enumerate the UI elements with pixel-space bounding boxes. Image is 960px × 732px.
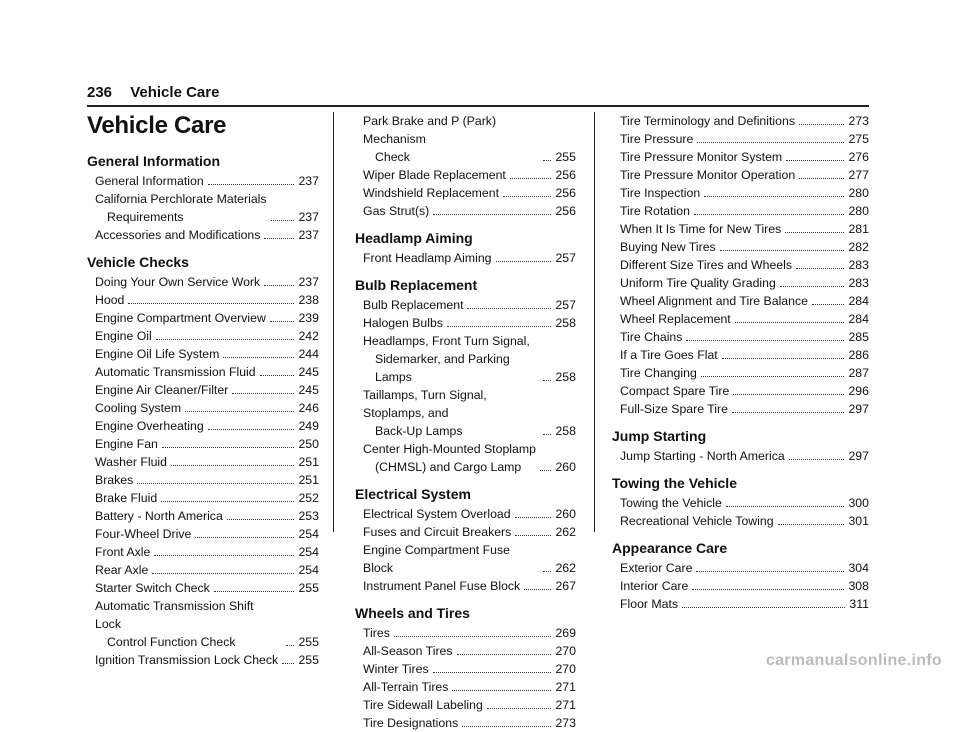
toc-entry-page: 255 [555, 150, 576, 164]
toc-entry-page: 297 [848, 402, 869, 416]
toc-entry-title: Battery - North America [95, 509, 223, 523]
toc-entry-page: 257 [555, 251, 576, 265]
toc-entry-title: Taillamps, Turn Signal, Stoplamps, and Back-Up Lamps [363, 388, 487, 438]
toc-entry[interactable] [355, 714, 576, 732]
toc-entry-page: 280 [848, 204, 869, 218]
dot-leader [778, 524, 845, 525]
toc-entry[interactable] [355, 166, 576, 184]
section-heading: Wheels and Tires [355, 605, 470, 621]
toc-entry[interactable] [87, 172, 319, 190]
toc-entry[interactable] [612, 202, 869, 220]
toc-entry[interactable] [355, 523, 576, 541]
toc-entry[interactable] [87, 453, 319, 471]
toc-entry-title: Tire Pressure [620, 132, 694, 146]
toc-entry-title: Engine Air Cleaner/Filter [95, 383, 229, 397]
toc-entry-title: All-Season Tires [363, 644, 453, 658]
dot-leader [686, 340, 844, 341]
toc-entry-title: Wheel Replacement [620, 312, 731, 326]
toc-entry-title: Electrical System Overload [363, 507, 511, 521]
toc-entry-page: 258 [555, 370, 576, 384]
toc-entry[interactable] [612, 447, 869, 465]
toc-entry-page: 262 [555, 561, 576, 575]
toc-entry-title: Brake Fluid [95, 491, 158, 505]
dot-leader [433, 672, 552, 673]
toc-entry-title: Tire Pressure Monitor Operation [620, 168, 796, 182]
toc-entry-title: Compact Spare Tire [620, 384, 730, 398]
toc-entry-page: 270 [555, 662, 576, 676]
toc-entry[interactable] [355, 296, 576, 314]
dot-leader [515, 535, 551, 536]
toc-entry-page: 258 [555, 316, 576, 330]
dot-leader [232, 393, 294, 394]
toc-entry-title: Engine Overheating [95, 419, 204, 433]
dot-leader [447, 326, 551, 327]
toc-entry[interactable] [87, 190, 319, 226]
toc-entry-page: 285 [848, 330, 869, 344]
toc-entry-page: 238 [298, 293, 319, 307]
toc-entry-page: 280 [848, 186, 869, 200]
toc-entry-page: 270 [555, 644, 576, 658]
toc-entry-page: 304 [848, 561, 869, 575]
toc-entry[interactable] [87, 363, 319, 381]
toc-entry-page: 256 [555, 186, 576, 200]
toc-entry-title: When It Is Time for New Tires [620, 222, 782, 236]
toc-entry-title: Accessories and Modifications [95, 228, 261, 242]
toc-entry[interactable] [612, 256, 869, 274]
toc-entry-title: Front Headlamp Aiming [363, 251, 492, 265]
header-rule [87, 105, 869, 107]
section-heading: Towing the Vehicle [612, 475, 737, 491]
toc-entry-title: Starter Switch Check [95, 581, 210, 595]
toc-entry-title: Buying New Tires [620, 240, 716, 254]
toc-entry-title: All-Terrain Tires [363, 680, 449, 694]
dot-leader [682, 607, 845, 608]
section-heading: General Information [87, 153, 221, 169]
dot-leader [208, 184, 295, 185]
toc-entry[interactable] [355, 386, 576, 440]
toc-entry-page: 245 [298, 365, 319, 379]
toc-entry-title: Tire Chains [620, 330, 683, 344]
toc-entry-title: Gas Strut(s) [363, 204, 430, 218]
toc-column-1 [87, 152, 319, 669]
dot-leader [799, 124, 844, 125]
watermark: carmanualsonline.info [765, 652, 942, 669]
toc-entry[interactable] [612, 292, 869, 310]
toc-entry[interactable] [355, 541, 576, 577]
toc-entry-title: Engine Oil Life System [95, 347, 220, 361]
toc-entry-page: 245 [298, 383, 319, 397]
toc-entry[interactable] [612, 382, 869, 400]
toc-entry[interactable] [612, 112, 869, 130]
toc-entry-title: Tire Rotation [620, 204, 690, 218]
toc-entry[interactable] [87, 561, 319, 579]
toc-entry-title: Doing Your Own Service Work [95, 275, 261, 289]
dot-leader [701, 376, 845, 377]
toc-entry[interactable] [87, 273, 319, 291]
toc-entry-page: 284 [848, 312, 869, 326]
toc-entry[interactable] [87, 345, 319, 363]
toc-entry[interactable] [87, 579, 319, 597]
toc-entry-page: 283 [848, 258, 869, 272]
toc-entry[interactable] [355, 696, 576, 714]
toc-entry[interactable] [612, 346, 869, 364]
section-heading: Vehicle Checks [87, 254, 189, 270]
toc-entry-page: 244 [298, 347, 319, 361]
toc-entry[interactable] [612, 220, 869, 238]
dot-leader [799, 178, 844, 179]
toc-entry-page: 273 [555, 716, 576, 730]
toc-entry-title: Engine Oil [95, 329, 152, 343]
dot-leader [510, 178, 552, 179]
toc-entry-title: Halogen Bulbs [363, 316, 443, 330]
dot-leader [487, 708, 552, 709]
toc-entry-title: Tire Terminology and Definitions [620, 114, 795, 128]
dot-leader [515, 517, 552, 518]
toc-entry-title: California Perchlorate Materials Requirements [95, 192, 267, 224]
toc-entry-page: 286 [848, 348, 869, 362]
toc-entry[interactable] [87, 226, 319, 244]
toc-entry-title: Tire Changing [620, 366, 697, 380]
toc-entry-page: 250 [298, 437, 319, 451]
toc-entry-title: Hood [95, 293, 125, 307]
dot-leader [171, 465, 294, 466]
toc-entry[interactable] [355, 440, 576, 476]
toc-entry-title: Automatic Transmission Fluid [95, 365, 256, 379]
toc-entry-page: 255 [298, 653, 319, 667]
dot-leader [154, 555, 294, 556]
toc-entry[interactable] [612, 310, 869, 328]
page-number: 236 [87, 84, 113, 101]
toc-entry-page: 281 [848, 222, 869, 236]
toc-entry-page: 237 [298, 275, 319, 289]
toc-entry[interactable] [612, 274, 869, 292]
toc-entry-title: Fuses and Circuit Breakers [363, 525, 512, 539]
toc-entry-page: 237 [298, 210, 319, 224]
toc-entry-title: Floor Mats [620, 597, 679, 611]
toc-entry-page: 269 [555, 626, 576, 640]
toc-entry[interactable] [355, 624, 576, 642]
toc-entry[interactable] [355, 505, 576, 523]
toc-entry-page: 254 [298, 527, 319, 541]
dot-leader [812, 304, 844, 305]
toc-entry-title: Tires [363, 626, 390, 640]
section-heading: Bulb Replacement [355, 277, 478, 293]
section-heading: Headlamp Aiming [355, 230, 473, 246]
toc-entry-page: 255 [298, 581, 319, 595]
toc-entry-title: Center High-Mounted Stoplamp (CHMSL) and Cargo Lamp [363, 442, 536, 474]
column-divider [594, 112, 595, 532]
toc-entry-page: 237 [298, 228, 319, 242]
dot-leader [692, 589, 844, 590]
toc-entry[interactable] [87, 543, 319, 561]
dot-leader [214, 591, 295, 592]
toc-entry[interactable] [612, 559, 869, 577]
dot-leader [271, 220, 295, 221]
toc-entry-title: Brakes [95, 473, 134, 487]
toc-entry-title: Park Brake and P (Park) Mechanism Check [363, 114, 497, 164]
toc-entry[interactable] [612, 238, 869, 256]
dot-leader [543, 380, 551, 381]
toc-entry-page: 283 [848, 276, 869, 290]
toc-entry-title: Cooling System [95, 401, 182, 415]
toc-entry-page: 300 [848, 496, 869, 510]
toc-entry[interactable] [612, 148, 869, 166]
toc-entry[interactable] [355, 332, 576, 386]
toc-entry-page: 262 [555, 525, 576, 539]
toc-entry-page: 284 [848, 294, 869, 308]
toc-entry[interactable] [355, 314, 576, 332]
dot-leader [286, 645, 294, 646]
toc-entry-title: Towing the Vehicle [620, 496, 722, 510]
toc-entry-page: 297 [848, 449, 869, 463]
toc-entry[interactable] [355, 249, 576, 267]
toc-entry-page: 256 [555, 204, 576, 218]
toc-entry[interactable] [87, 327, 319, 345]
toc-entry-title: Wiper Blade Replacement [363, 168, 506, 182]
dot-leader [786, 160, 844, 161]
toc-entry-title: Exterior Care [620, 561, 693, 575]
toc-entry-page: 246 [298, 401, 319, 415]
dot-leader [162, 447, 295, 448]
toc-column-2 [355, 112, 576, 732]
toc-entry-page: 267 [555, 579, 576, 593]
toc-entry-title: Bulb Replacement [363, 298, 464, 312]
dot-leader [260, 375, 295, 376]
dot-leader [270, 321, 295, 322]
dot-leader [156, 339, 295, 340]
dot-leader [433, 214, 551, 215]
toc-entry-page: 251 [298, 473, 319, 487]
page-header [87, 84, 219, 101]
toc-entry-page: 275 [848, 132, 869, 146]
dot-leader [152, 573, 294, 574]
toc-entry[interactable] [87, 381, 319, 399]
dot-leader [694, 214, 845, 215]
toc-entry[interactable] [87, 471, 319, 489]
dot-leader [452, 690, 551, 691]
toc-entry-title: If a Tire Goes Flat [620, 348, 718, 362]
toc-entry-page: 255 [298, 635, 319, 649]
dot-leader [785, 232, 844, 233]
toc-entry-page: 260 [555, 460, 576, 474]
dot-leader [195, 537, 294, 538]
dot-leader [704, 196, 844, 197]
toc-entry-page: 252 [298, 491, 319, 505]
dot-leader [697, 142, 844, 143]
toc-entry-title: Headlamps, Front Turn Signal, Sidemarker, and Parking Lamps [363, 334, 530, 384]
dot-leader [161, 501, 294, 502]
dot-leader [264, 238, 294, 239]
dot-leader [264, 285, 294, 286]
toc-entry-page: 273 [848, 114, 869, 128]
dot-leader [503, 196, 551, 197]
toc-entry-page: 239 [298, 311, 319, 325]
toc-entry[interactable] [87, 309, 319, 327]
toc-entry-page: 271 [555, 698, 576, 712]
toc-entry-page: 296 [848, 384, 869, 398]
toc-entry-title: Interior Care [620, 579, 689, 593]
dot-leader [543, 160, 551, 161]
toc-entry-page: 257 [555, 298, 576, 312]
dot-leader [789, 459, 845, 460]
dot-leader [540, 470, 552, 471]
toc-entry-page: 242 [298, 329, 319, 343]
toc-entry-title: Uniform Tire Quality Grading [620, 276, 776, 290]
toc-entry-title: Front Axle [95, 545, 151, 559]
running-title: Vehicle Care [130, 84, 220, 101]
dot-leader [732, 412, 844, 413]
toc-entry[interactable] [612, 595, 869, 613]
toc-entry[interactable] [87, 507, 319, 525]
dot-leader [733, 394, 844, 395]
toc-entry-title: Tire Designations [363, 716, 459, 730]
toc-entry-page: 301 [848, 514, 869, 528]
toc-entry-title: Full-Size Spare Tire [620, 402, 728, 416]
dot-leader [137, 483, 294, 484]
toc-entry-title: General Information [95, 174, 204, 188]
dot-leader [726, 506, 845, 507]
dot-leader [735, 322, 845, 323]
toc-entry-title: Rear Axle [95, 563, 149, 577]
toc-entry[interactable] [612, 512, 869, 530]
toc-entry-title: Engine Compartment Overview [95, 311, 266, 325]
toc-entry[interactable] [612, 577, 869, 595]
toc-entry-page: 256 [555, 168, 576, 182]
chapter-title: Vehicle Care [87, 112, 227, 139]
toc-entry-page: 287 [848, 366, 869, 380]
dot-leader [696, 571, 844, 572]
dot-leader [496, 261, 552, 262]
toc-entry-page: 237 [298, 174, 319, 188]
toc-entry[interactable] [87, 489, 319, 507]
toc-entry-title: Tire Inspection [620, 186, 701, 200]
toc-entry-title: Washer Fluid [95, 455, 167, 469]
toc-entry-title: Engine Compartment Fuse Block [363, 543, 510, 575]
toc-column-3 [612, 112, 869, 613]
toc-entry-page: 254 [298, 563, 319, 577]
dot-leader [467, 308, 551, 309]
dot-leader [780, 286, 845, 287]
toc-entry-title: Engine Fan [95, 437, 158, 451]
toc-entry-page: 260 [555, 507, 576, 521]
column-divider [333, 112, 334, 532]
toc-entry[interactable] [612, 184, 869, 202]
toc-entry-page: 277 [848, 168, 869, 182]
toc-entry-title: Tire Pressure Monitor System [620, 150, 783, 164]
toc-entry-page: 271 [555, 680, 576, 694]
toc-entry-title: Tire Sidewall Labeling [363, 698, 483, 712]
toc-entry-page: 276 [848, 150, 869, 164]
toc-entry[interactable] [355, 202, 576, 220]
toc-entry[interactable] [355, 678, 576, 696]
toc-entry[interactable] [87, 417, 319, 435]
toc-entry-title: Winter Tires [363, 662, 429, 676]
toc-entry-title: Four-Wheel Drive [95, 527, 192, 541]
toc-entry[interactable] [355, 112, 576, 166]
toc-entry-title: Recreational Vehicle Towing [620, 514, 774, 528]
toc-entry-title: Jump Starting - North America [620, 449, 785, 463]
dot-leader [462, 726, 551, 727]
toc-entry[interactable] [355, 184, 576, 202]
dot-leader [227, 519, 295, 520]
toc-entry[interactable] [612, 130, 869, 148]
dot-leader [185, 411, 294, 412]
toc-entry[interactable] [87, 291, 319, 309]
toc-entry-page: 258 [555, 424, 576, 438]
toc-entry-page: 254 [298, 545, 319, 559]
toc-entry-page: 249 [298, 419, 319, 433]
toc-entry-title: Different Size Tires and Wheels [620, 258, 793, 272]
dot-leader [223, 357, 294, 358]
dot-leader [524, 589, 551, 590]
toc-entry[interactable] [612, 494, 869, 512]
toc-entry[interactable] [612, 400, 869, 418]
toc-entry-title: Instrument Panel Fuse Block [363, 579, 521, 593]
dot-leader [543, 434, 551, 435]
toc-entry-page: 311 [849, 597, 869, 611]
toc-entry[interactable] [87, 435, 319, 453]
toc-entry-page: 251 [298, 455, 319, 469]
toc-entry[interactable] [612, 166, 869, 184]
toc-entry-title: Ignition Transmission Lock Check [95, 653, 279, 667]
dot-leader [543, 571, 551, 572]
section-heading: Appearance Care [612, 540, 728, 556]
toc-entry-title: Windshield Replacement [363, 186, 500, 200]
toc-entry[interactable] [87, 399, 319, 417]
toc-entry-page: 253 [298, 509, 319, 523]
section-heading: Electrical System [355, 486, 471, 502]
dot-leader [722, 358, 845, 359]
toc-entry-page: 282 [848, 240, 869, 254]
toc-entry[interactable] [612, 364, 869, 382]
toc-entry[interactable] [87, 525, 319, 543]
dot-leader [720, 250, 845, 251]
toc-entry[interactable] [87, 597, 319, 651]
dot-leader [128, 303, 294, 304]
dot-leader [796, 268, 844, 269]
toc-entry[interactable] [612, 328, 869, 346]
toc-entry-title: Wheel Alignment and Tire Balance [620, 294, 808, 308]
toc-entry[interactable] [355, 577, 576, 595]
dot-leader [394, 636, 552, 637]
toc-entry-title: Automatic Transmission Shift Lock Control Function Check [95, 599, 254, 649]
section-heading: Jump Starting [612, 428, 707, 444]
toc-entry-page: 308 [848, 579, 869, 593]
dot-leader [208, 429, 295, 430]
